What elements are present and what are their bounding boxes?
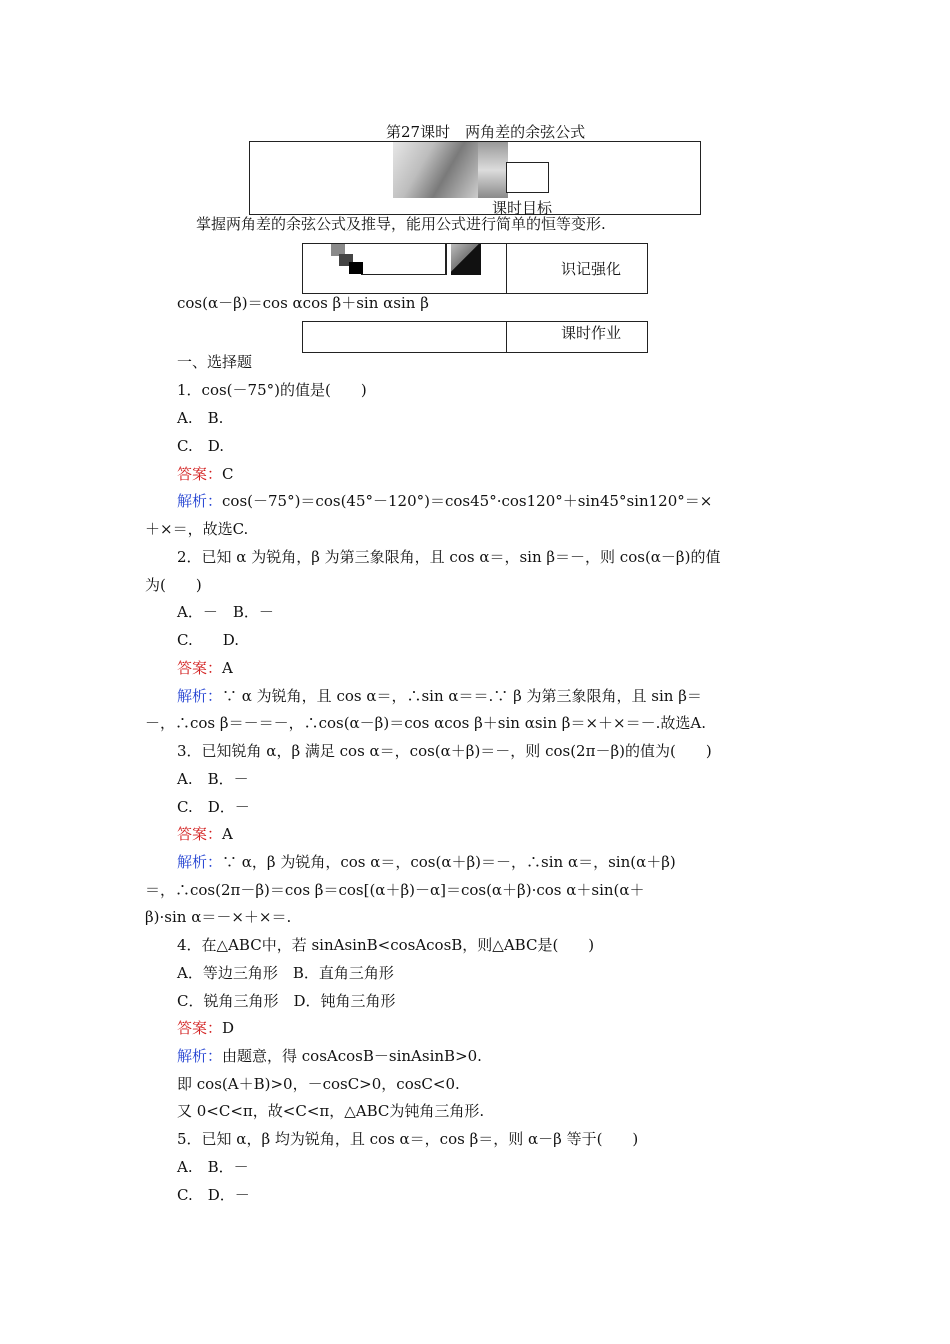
analysis-label: 解析： — [177, 853, 223, 871]
answer-label: 答案： — [177, 1019, 223, 1037]
answer-value: C — [222, 465, 234, 483]
memory-label: 识记强化 — [561, 260, 622, 278]
answer-label: 答案： — [177, 825, 223, 843]
question-1-stem: 1．cos(－75°)的值是( ) — [177, 381, 367, 399]
formula: cos(α－β)＝cos αcos β＋sin αsin β — [177, 294, 429, 312]
analysis-label: 解析： — [177, 492, 223, 510]
question-2-analysis-1 — [177, 686, 702, 706]
analysis-text: ∵ α 为锐角，且 cos α＝，∴sin α＝＝.∵ β 为第三象限角，且 sin β＝ — [222, 687, 702, 705]
goal-text: 掌握两角差的余弦公式及推导，能用公式进行简单的恒等变形. — [196, 215, 606, 233]
question-1-answer — [177, 464, 234, 484]
question-1-options-2: C. D. — [177, 437, 224, 455]
question-5-options-2: C. D．－ — [177, 1186, 250, 1204]
goal-box — [249, 141, 701, 215]
answer-label: 答案： — [177, 465, 223, 483]
question-4-answer — [177, 1018, 234, 1038]
analysis-text: cos(－75°)＝cos(45°－120°)＝cos45°·cos120°＋sin45°sin120°＝× — [222, 492, 713, 510]
question-4-options-2: C．锐角三角形 D．钝角三角形 — [177, 992, 396, 1010]
memory-banner-bar — [445, 244, 447, 275]
section-title: 一、选择题 — [177, 353, 253, 371]
answer-label: 答案： — [177, 659, 223, 677]
question-1-analysis-2: ＋×＝，故选C. — [145, 520, 249, 538]
question-3-analysis-2: ＝，∴cos(2π－β)＝cos β＝cos[(α＋β)－α]＝cos(α＋β)·cos α＋sin(α＋ — [145, 881, 645, 899]
analysis-text: 由题意，得 cosAcosB－sinAsinB>0. — [222, 1047, 482, 1065]
question-5-options-1: A. B．－ — [177, 1158, 249, 1176]
question-4-analysis-2: 即 cos(A＋B)>0，－cosC>0，cosC<0. — [177, 1075, 460, 1093]
analysis-text: ∵ α，β 为锐角，cos α＝，cos(α＋β)＝－，∴sin α＝，sin(α＋β) — [222, 853, 676, 871]
question-3-analysis-1 — [177, 852, 676, 872]
memory-squares-icon — [331, 244, 365, 276]
homework-divider — [506, 322, 507, 352]
homework-label: 课时作业 — [561, 324, 622, 342]
question-4-options-1: A．等边三角形 B．直角三角形 — [177, 964, 394, 982]
memory-corner-icon — [451, 244, 481, 275]
question-3-stem: 3．已知锐角 α，β 满足 cos α＝，cos(α＋β)＝－，则 cos(2π－β)的值为( ) — [177, 742, 712, 760]
memory-banner-line — [361, 274, 445, 275]
goal-banner-outline — [506, 162, 549, 193]
homework-box — [302, 321, 648, 353]
question-2-stem-1: 2．已知 α 为锐角，β 为第三象限角，且 cos α＝，sin β＝－，则 cos(α－β)的值 — [177, 548, 721, 566]
memory-divider — [506, 244, 507, 293]
question-2-options-2: C. D. — [177, 631, 239, 649]
goal-banner-tab — [478, 142, 508, 198]
question-2-answer — [177, 658, 233, 678]
question-2-stem-2: 为( ) — [145, 576, 202, 594]
question-4-analysis-3: 又 0<C<π，故<C<π，△ABC为钝角三角形. — [177, 1102, 485, 1120]
question-3-answer — [177, 824, 233, 844]
question-4-stem: 4．在△ABC中，若 sinAsinB<cosAcosB，则△ABC是( ) — [177, 936, 595, 954]
question-3-options-1: A. B．－ — [177, 770, 249, 788]
question-2-analysis-2: －，∴cos β＝－＝－，∴cos(α－β)＝cos αcos β＋sin αsin β＝×＋×＝－.故选A. — [145, 714, 706, 732]
answer-value: D — [222, 1019, 235, 1037]
answer-value: A — [222, 659, 233, 677]
analysis-label: 解析： — [177, 1047, 223, 1065]
question-2-options-1: A．－ B．－ — [177, 603, 274, 621]
memory-box — [302, 243, 648, 294]
answer-value: A — [222, 825, 233, 843]
goal-banner-image — [393, 142, 480, 198]
question-4-analysis-1 — [177, 1046, 482, 1066]
goal-label: 课时目标 — [492, 199, 553, 217]
question-5-stem: 5．已知 α，β 均为锐角，且 cos α＝，cos β＝，则 α－β 等于( ) — [177, 1130, 639, 1148]
question-1-options-1: A. B. — [177, 409, 224, 427]
question-3-analysis-3: β)·sin α＝－×＋×＝. — [145, 908, 292, 926]
page-title: 第27课时 两角差的余弦公式 — [386, 123, 586, 141]
question-3-options-2: C. D．－ — [177, 798, 250, 816]
analysis-label: 解析： — [177, 687, 223, 705]
question-1-analysis-1 — [177, 491, 712, 511]
